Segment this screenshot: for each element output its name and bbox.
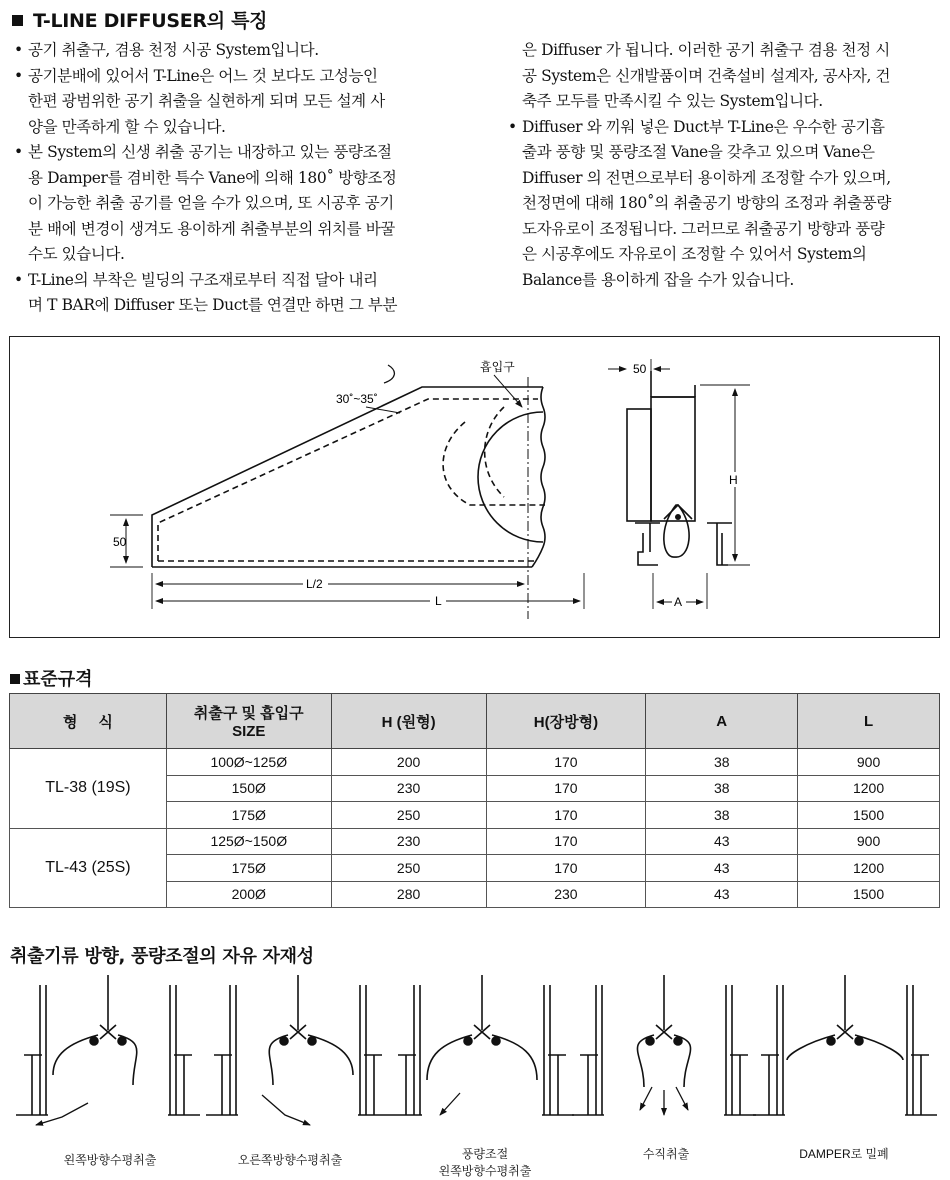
vane-pivot xyxy=(308,1037,316,1045)
col-header-size xyxy=(166,694,331,749)
feature-item xyxy=(14,38,456,64)
technical-drawing xyxy=(9,336,940,638)
square-bullet-icon xyxy=(12,15,23,26)
airflow-caption-4 xyxy=(576,1146,756,1163)
size-header-line2: SIZE xyxy=(232,723,266,740)
size-cell: 125Ø~150Ø xyxy=(166,828,331,855)
h-round-cell: 280 xyxy=(331,881,486,908)
a-cell: 38 xyxy=(646,775,798,802)
dim-a-label: A xyxy=(674,595,683,609)
feature-line: 며 T BAR에 Diffuser 또는 Duct를 연결만 하면 그 부분 xyxy=(28,296,398,314)
col-header-l: L xyxy=(798,694,940,749)
feature-item xyxy=(508,115,940,294)
spec-title: 표준규격 xyxy=(23,669,93,690)
t-bar xyxy=(168,1055,200,1115)
vane-pivot xyxy=(280,1037,288,1045)
caption-line: 수직취출 xyxy=(642,1147,690,1161)
t-bar xyxy=(358,1055,390,1115)
vane-pivot xyxy=(827,1037,835,1045)
feature-line: 용 Damper를 겸비한 특수 Vane에 의해 180˚ 방향조정 xyxy=(28,168,397,187)
flow-arrow xyxy=(640,1087,652,1110)
feature-line: 공기분배에 있어서 T-Line은 어느 것 보다도 고성능인 xyxy=(28,66,378,85)
drawing-svg xyxy=(10,337,939,637)
airflow-caption-2 xyxy=(200,1152,380,1169)
feature-line: 축주 모두를 만족시킬 수 있는 System입니다. xyxy=(522,92,823,110)
dim-half-l-label: L/2 xyxy=(306,577,323,591)
feature-line: 공 System은 신개발품이며 건축설비 설계자, 공사자, 건 xyxy=(522,66,891,85)
table-header-row xyxy=(10,694,940,749)
flow-arrow xyxy=(676,1087,688,1110)
flow-arrow xyxy=(440,1093,460,1115)
h-round-cell: 230 xyxy=(331,775,486,802)
caption-line: 오른쪽방향수평취출 xyxy=(237,1153,343,1167)
bullet-dot: • xyxy=(14,41,23,59)
feature-item xyxy=(14,64,456,141)
features-heading xyxy=(12,6,267,33)
l-cell: 1200 xyxy=(798,855,940,882)
angle-arrow xyxy=(384,365,394,383)
h-rect-cell: 170 xyxy=(486,749,646,776)
size-header-line1: 취출구 및 흡입구 xyxy=(193,705,304,722)
airflow-caption-1 xyxy=(20,1152,200,1169)
l-cell: 900 xyxy=(798,828,940,855)
h-round-cell: 250 xyxy=(331,802,486,829)
airflow-caption-3 xyxy=(395,1146,575,1180)
feature-line: Diffuser 의 전면으로부터 용이하게 조정할 수가 있으며, xyxy=(522,168,891,187)
feature-line: 은 Diffuser 가 됩니다. 이러한 공기 취출구 겸용 천정 시 xyxy=(522,41,890,59)
feature-line: 도자유로이 조정됩니다. 그러므로 취출공기 방향과 풍량 xyxy=(522,219,885,238)
model-cell: TL-43 (25S) xyxy=(10,828,167,908)
feature-item xyxy=(14,268,456,319)
feature-line: Balance를 용이하게 잡을 수가 있습니다. xyxy=(522,270,794,289)
bullet-dot: • xyxy=(14,270,23,289)
h-rect-cell: 170 xyxy=(486,802,646,829)
feature-line: T-Line의 부착은 빌딩의 구조재로부터 직접 달아 내리 xyxy=(28,270,378,289)
t-bar xyxy=(542,1055,574,1115)
diffuser-front-view xyxy=(627,371,732,565)
vane-pivot xyxy=(464,1037,472,1045)
t-bar xyxy=(753,1055,785,1115)
vane-pivot xyxy=(646,1037,654,1045)
square-bullet-icon xyxy=(10,674,20,684)
feature-item xyxy=(14,140,456,268)
bullet-dot: • xyxy=(14,66,23,85)
t-bar xyxy=(724,1055,756,1115)
col-header-h-round: H (원형) xyxy=(331,694,486,749)
bullet-dot: • xyxy=(508,117,517,136)
h-rect-cell: 230 xyxy=(486,881,646,908)
caption-line: 왼쪽방향수평취출 xyxy=(63,1153,157,1167)
vane-pivot xyxy=(118,1037,126,1045)
size-cell: 175Ø xyxy=(166,802,331,829)
size-cell: 150Ø xyxy=(166,775,331,802)
t-bar xyxy=(16,1055,48,1115)
dim-h-label: H xyxy=(729,473,738,487)
flow-arrow xyxy=(262,1095,310,1125)
caption-line: DAMPER로 밀폐 xyxy=(799,1147,889,1161)
airflow-caption-5 xyxy=(754,1146,934,1163)
col-header-a: A xyxy=(646,694,798,749)
features-left-column xyxy=(14,38,456,319)
feature-line: 수도 있습니다. xyxy=(28,245,125,263)
angle-label: 30˚~35˚ xyxy=(336,392,378,406)
vane-pivot xyxy=(855,1037,863,1045)
feature-line: 공기 취출구, 겸용 천정 시공 System입니다. xyxy=(28,41,319,59)
h-rect-cell: 170 xyxy=(486,855,646,882)
t-bar xyxy=(572,1055,604,1115)
h-round-cell: 230 xyxy=(331,828,486,855)
t-bar xyxy=(905,1055,937,1115)
t-bar xyxy=(390,1055,422,1115)
a-cell: 38 xyxy=(646,802,798,829)
feature-line: 본 System의 신생 취출 공기는 내장하고 있는 풍량조절 xyxy=(28,143,392,161)
h-rect-cell: 170 xyxy=(486,775,646,802)
feature-line: 한편 광범위한 공기 취출을 실현하게 되며 모든 설계 사 xyxy=(28,92,385,110)
col-header-h-rect: H(장방형) xyxy=(486,694,646,749)
feature-line: 분 배에 변경이 생겨도 용이하게 취출부분의 위치를 바꿀 xyxy=(28,219,395,238)
l-cell: 900 xyxy=(798,749,940,776)
features-title: T-LINE DIFFUSER의 특징 xyxy=(33,10,268,32)
vane-pivot xyxy=(675,514,681,520)
size-cell: 175Ø xyxy=(166,855,331,882)
a-cell: 43 xyxy=(646,881,798,908)
a-cell: 38 xyxy=(646,749,798,776)
a-cell: 43 xyxy=(646,828,798,855)
caption-line: 풍량조절 xyxy=(461,1147,509,1161)
inlet-leader xyxy=(494,375,522,407)
table-row xyxy=(10,749,940,776)
a-cell: 43 xyxy=(646,855,798,882)
vane-pivot xyxy=(90,1037,98,1045)
feature-line: 천정면에 대해 180˚의 취출공기 방향의 조정과 취출풍량 xyxy=(522,194,891,212)
inlet-label: 흡입구 xyxy=(480,360,515,374)
table-row xyxy=(10,828,940,855)
dim-l-label: L xyxy=(435,594,442,608)
airflow-title: 취출기류 방향, 풍량조절의 자유 자재성 xyxy=(10,946,314,967)
feature-line: 은 시공후에도 자유로이 조정할 수 있어서 System의 xyxy=(522,245,867,263)
model-cell: TL-38 (19S) xyxy=(10,749,167,829)
l-cell: 1500 xyxy=(798,881,940,908)
diffuser-side-view xyxy=(152,387,545,567)
feature-line: Diffuser 와 끼워 넣은 Duct부 T-Line은 우수한 공기흡 xyxy=(522,117,885,136)
h-rect-cell: 170 xyxy=(486,828,646,855)
t-bar xyxy=(206,1055,238,1115)
dim-50-left-label: 50 xyxy=(113,535,127,549)
size-cell: 200Ø xyxy=(166,881,331,908)
features-right-column xyxy=(508,38,940,293)
flow-arrow xyxy=(36,1103,88,1125)
vane-pivot xyxy=(492,1037,500,1045)
spec-heading xyxy=(10,665,93,691)
dim-50-top-label: 50 xyxy=(633,362,647,376)
feature-line: 출과 풍향 및 풍량조절 Vane을 갖추고 있으며 Vane은 xyxy=(522,143,875,161)
feature-continuation xyxy=(508,38,940,115)
bullet-dot: • xyxy=(14,143,23,161)
caption-line: 왼쪽방향수평취출 xyxy=(438,1164,532,1178)
angle-line xyxy=(366,407,400,413)
vane-pivot xyxy=(674,1037,682,1045)
size-cell: 100Ø~125Ø xyxy=(166,749,331,776)
h-round-cell: 250 xyxy=(331,855,486,882)
l-cell: 1200 xyxy=(798,775,940,802)
feature-line: 양을 만족하게 할 수 있습니다. xyxy=(28,117,226,136)
col-header-model: 형 식 xyxy=(10,694,167,749)
l-cell: 1500 xyxy=(798,802,940,829)
feature-line: 이 가능한 취출 공기를 얻을 수가 있으며, 또 시공후 공기 xyxy=(28,194,394,212)
h-round-cell: 200 xyxy=(331,749,486,776)
spec-table xyxy=(9,693,940,908)
